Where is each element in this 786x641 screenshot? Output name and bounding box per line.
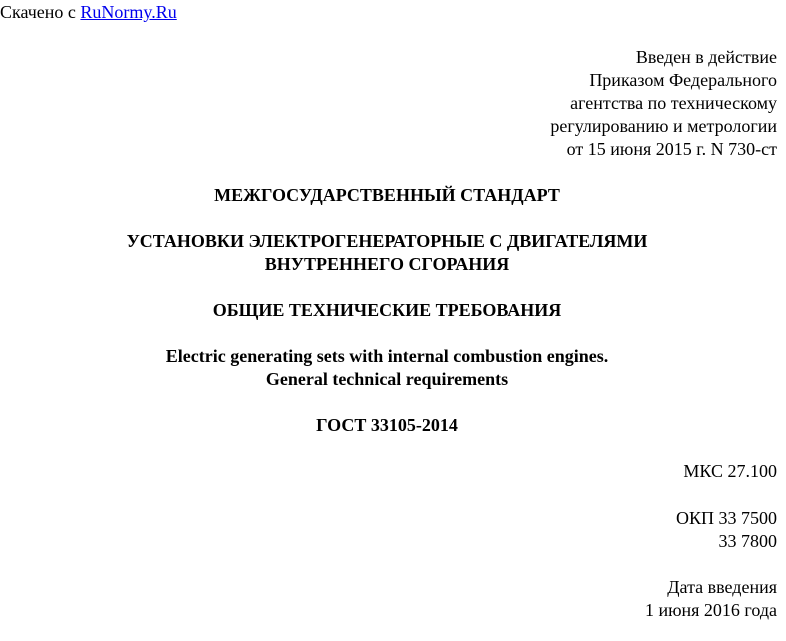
standard-name-line: ВНУТРЕННЕГО СГОРАНИЯ — [264, 254, 510, 274]
standard-subtitle: ОБЩИЕ ТЕХНИЧЕСКИЕ ТРЕБОВАНИЯ — [212, 300, 562, 320]
approval-line: агентства по техническому — [570, 93, 777, 113]
effective-date: 1 июня 2016 года — [644, 600, 777, 620]
gost-number: ГОСТ 33105-2014 — [316, 415, 458, 435]
runormy-link[interactable]: RuNormy.Ru — [80, 2, 177, 22]
approval-line: от 15 июня 2015 г. N 730-ст — [566, 139, 777, 159]
english-title-line: Electric generating sets with internal combustion engines. — [165, 346, 609, 366]
okp-code: ОКП 33 7500 — [675, 508, 777, 528]
approval-line: регулированию и метрологии — [550, 116, 777, 136]
effective-label: Дата введения — [667, 577, 777, 597]
standard-type: МЕЖГОСУДАРСТВЕННЫЙ СТАНДАРТ — [214, 185, 560, 205]
source-prefix: Скачено с — [0, 2, 81, 22]
english-title-line: General technical requirements — [265, 369, 509, 389]
mks-code: МКС 27.100 — [683, 461, 777, 481]
approval-line: Введен в действие — [635, 47, 777, 67]
okp-code: 33 7800 — [718, 531, 777, 551]
source-line — [0, 1, 177, 23]
approval-line: Приказом Федерального — [589, 70, 777, 90]
standard-name-line: УСТАНОВКИ ЭЛЕКТРОГЕНЕРАТОРНЫЕ С ДВИГАТЕЛЯМИ — [126, 231, 648, 251]
